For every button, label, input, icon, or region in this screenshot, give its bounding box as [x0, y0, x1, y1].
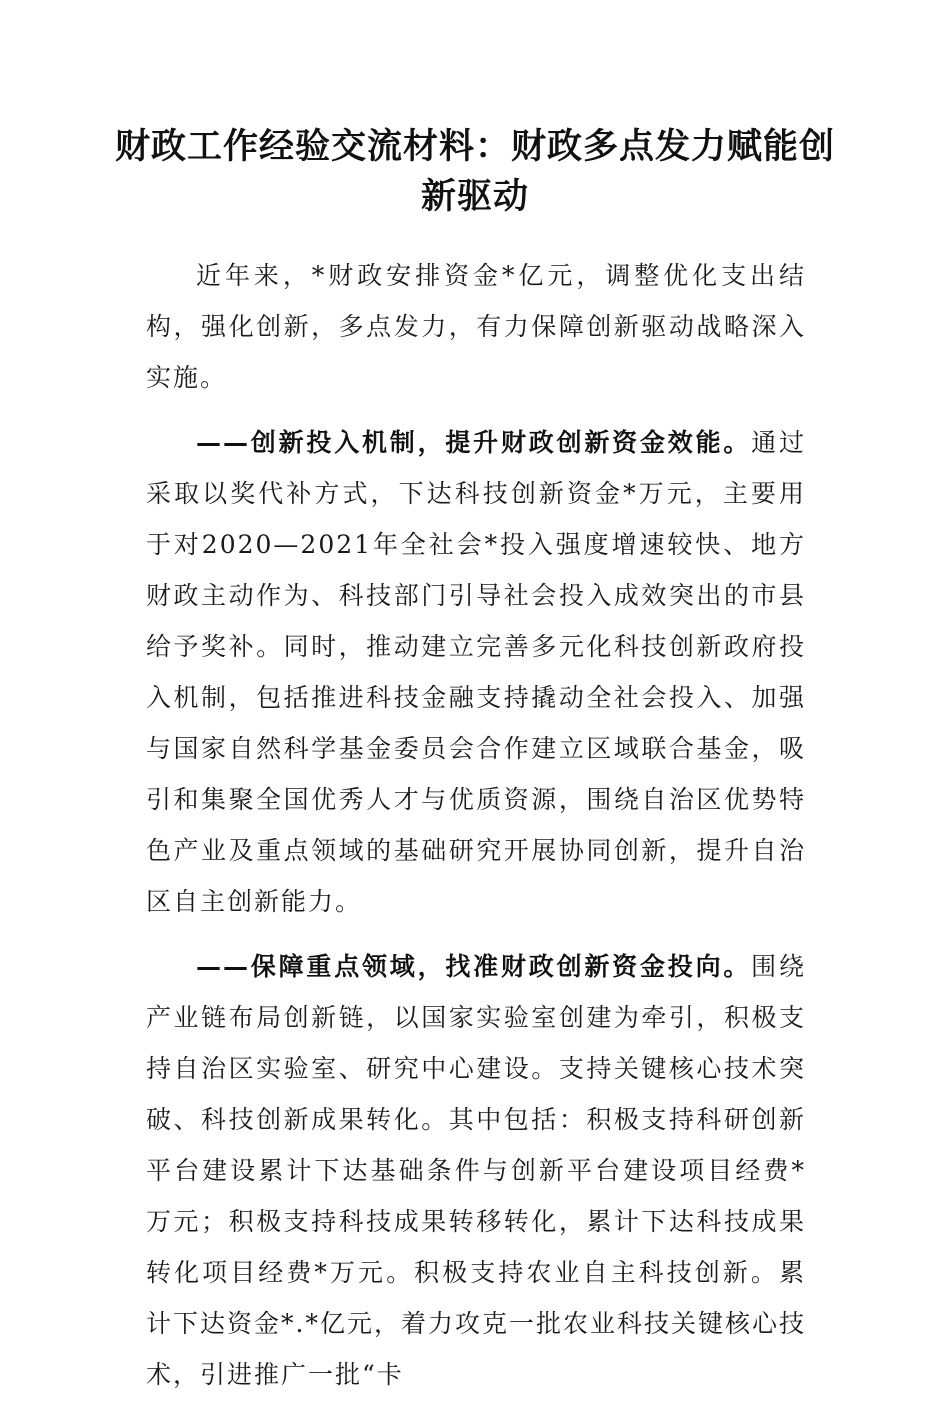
paragraph-innovation-mechanism [146, 417, 806, 927]
paragraph-text: 近年来，*财政安排资金*亿元，调整优化支出结构，强化创新，多点发力，有力保障创新驱动战略深入实施。 [146, 261, 806, 392]
paragraph-lead: ——保障重点领域，找准财政创新资金投向。 [196, 952, 752, 981]
paragraph-text: 围绕产业链布局创新链，以国家实验室创建为牵引，积极支持自治区实验室、研究中心建设。支持关键核心技术突破、科技创新成果转化。其中包括：积极支持科研创新平台建设累计下达基础条件与创新平台建设项目经费*万元；积极支持科技成果转移转化，累计下达科技成果转化项目经费*万元。积极支持农业自主科技创新。累计下达资金*.*亿元，着力攻克一批农业科技关键核心技术，引进推广一批“卡 [146, 952, 806, 1389]
paragraph-intro [146, 250, 806, 403]
document-title: 财政工作经验交流材料：财政多点发力赋能创新驱动 [114, 126, 835, 217]
paragraph-lead: ——创新投入机制，提升财政创新资金效能。 [196, 428, 752, 457]
paragraph-text: 通过采取以奖代补方式，下达科技创新资金*万元，主要用于对2020—2021年全社会*投入强度增速较快、地方财政主动作为、科技部门引导社会投入成效突出的市县给予奖补。同时，推动建立完善多元化科技创新政府投入机制，包括推进科技金融支持撬动全社会投入、加强与国家自然科学基金委员会合作建立区域联合基金，吸引和集聚全国优秀人才与优质资源，围绕自治区优势特色产业及重点领域的基础研究开展协同创新，提升自治区自主创新能力。 [146, 428, 806, 916]
paragraph-key-areas [146, 941, 806, 1400]
document-body [146, 250, 806, 1414]
